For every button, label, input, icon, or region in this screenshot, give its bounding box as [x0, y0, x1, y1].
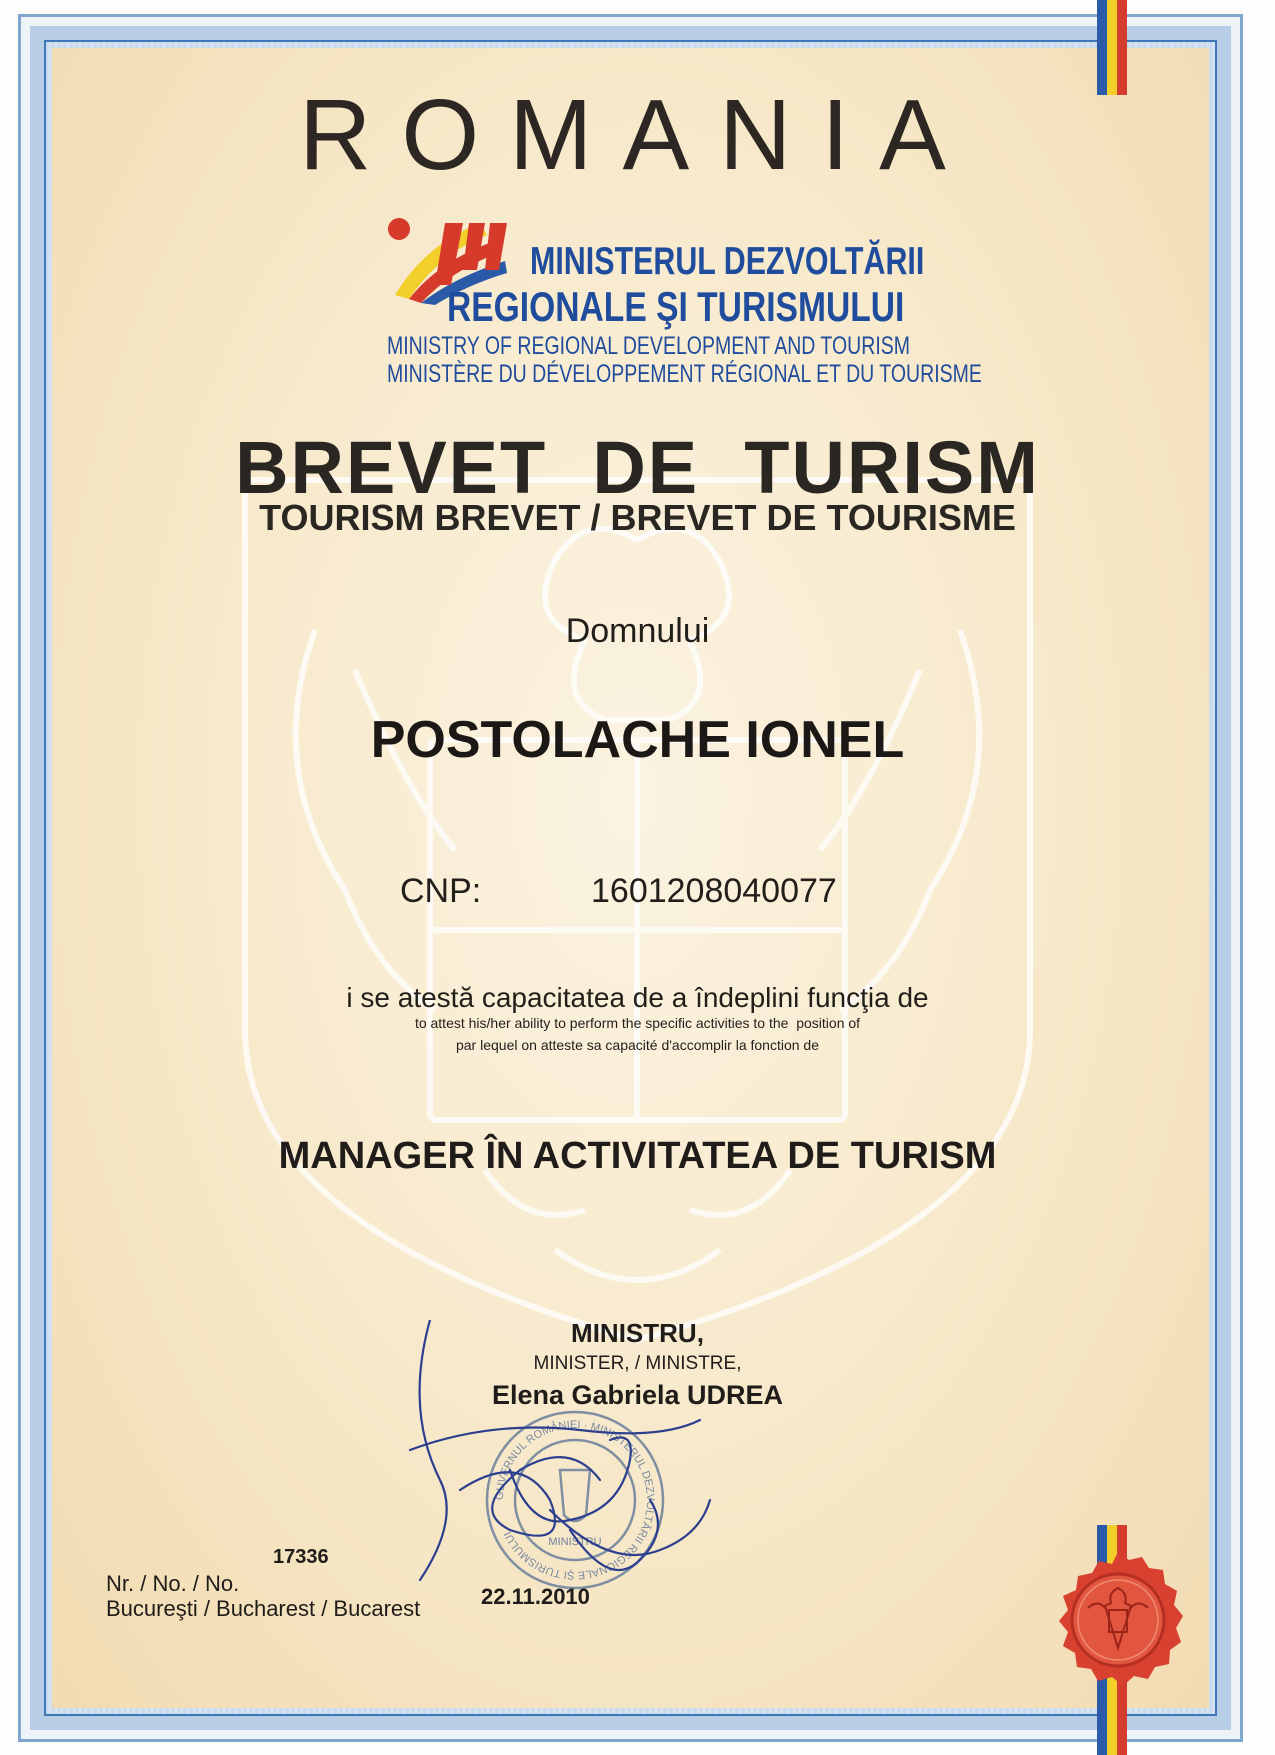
ministry-name-fr: MINISTÈRE DU DÉVELOPPEMENT RÉGIONAL ET DU TOURISME [387, 360, 982, 388]
issue-date: 22.11.2010 [481, 1584, 590, 1609]
ministry-name-en: MINISTRY OF REGIONAL DEVELOPMENT AND TOURISM [387, 332, 911, 360]
holder-name: POSTOLACHE IONEL [370, 711, 905, 769]
job-function: MANAGER ÎN ACTIVITATEA DE TURISM [278, 1135, 997, 1177]
registration-number-label: Nr. / No. / No. [106, 1571, 240, 1596]
document-subtitle: TOURISM BREVET / BREVET DE TOURISME [259, 497, 1016, 538]
document-title: BREVET DE TURISM [235, 426, 1040, 509]
signatory-title: MINISTRU, [571, 1318, 704, 1348]
salutation: Domnului [565, 612, 710, 650]
registration-number: 17336 [273, 1546, 329, 1568]
attestation-fr: par lequel on atteste sa capacité d'accomplir la fonction de [455, 1037, 819, 1053]
stamp-text: GUVERNUL ROMÂNIEI · MINISTERUL DEZVOLTĂRII REGIONALE ŞI TURISMULUI [493, 1418, 657, 1582]
signatory-title-translations: MINISTER, / MINISTRE, [533, 1353, 742, 1374]
ministry-name-ro-line2: REGIONALE ŞI TURISMULUI [447, 283, 905, 330]
cnp-label: CNP: [400, 872, 482, 910]
issue-place: Bucureşti / Bucharest / Bucarest [106, 1596, 421, 1621]
stamp-center-text: MINISTRU [548, 1536, 602, 1548]
handwritten-signature-icon [400, 1320, 740, 1600]
cnp-value: 1601208040077 [591, 872, 837, 910]
country-heading: ROMANIA [299, 79, 976, 191]
ministry-name-ro-line1: MINISTERUL DEZVOLTĂRII [530, 240, 925, 283]
attestation-en: to attest his/her ability to perform the specific activities to the position of [414, 1015, 861, 1031]
attestation-ro: i se atestă capacitatea de a îndeplini funcţia de [346, 982, 929, 1013]
wax-seal-icon [1043, 1548, 1193, 1698]
signatory-name: Elena Gabriela UDREA [491, 1380, 784, 1410]
